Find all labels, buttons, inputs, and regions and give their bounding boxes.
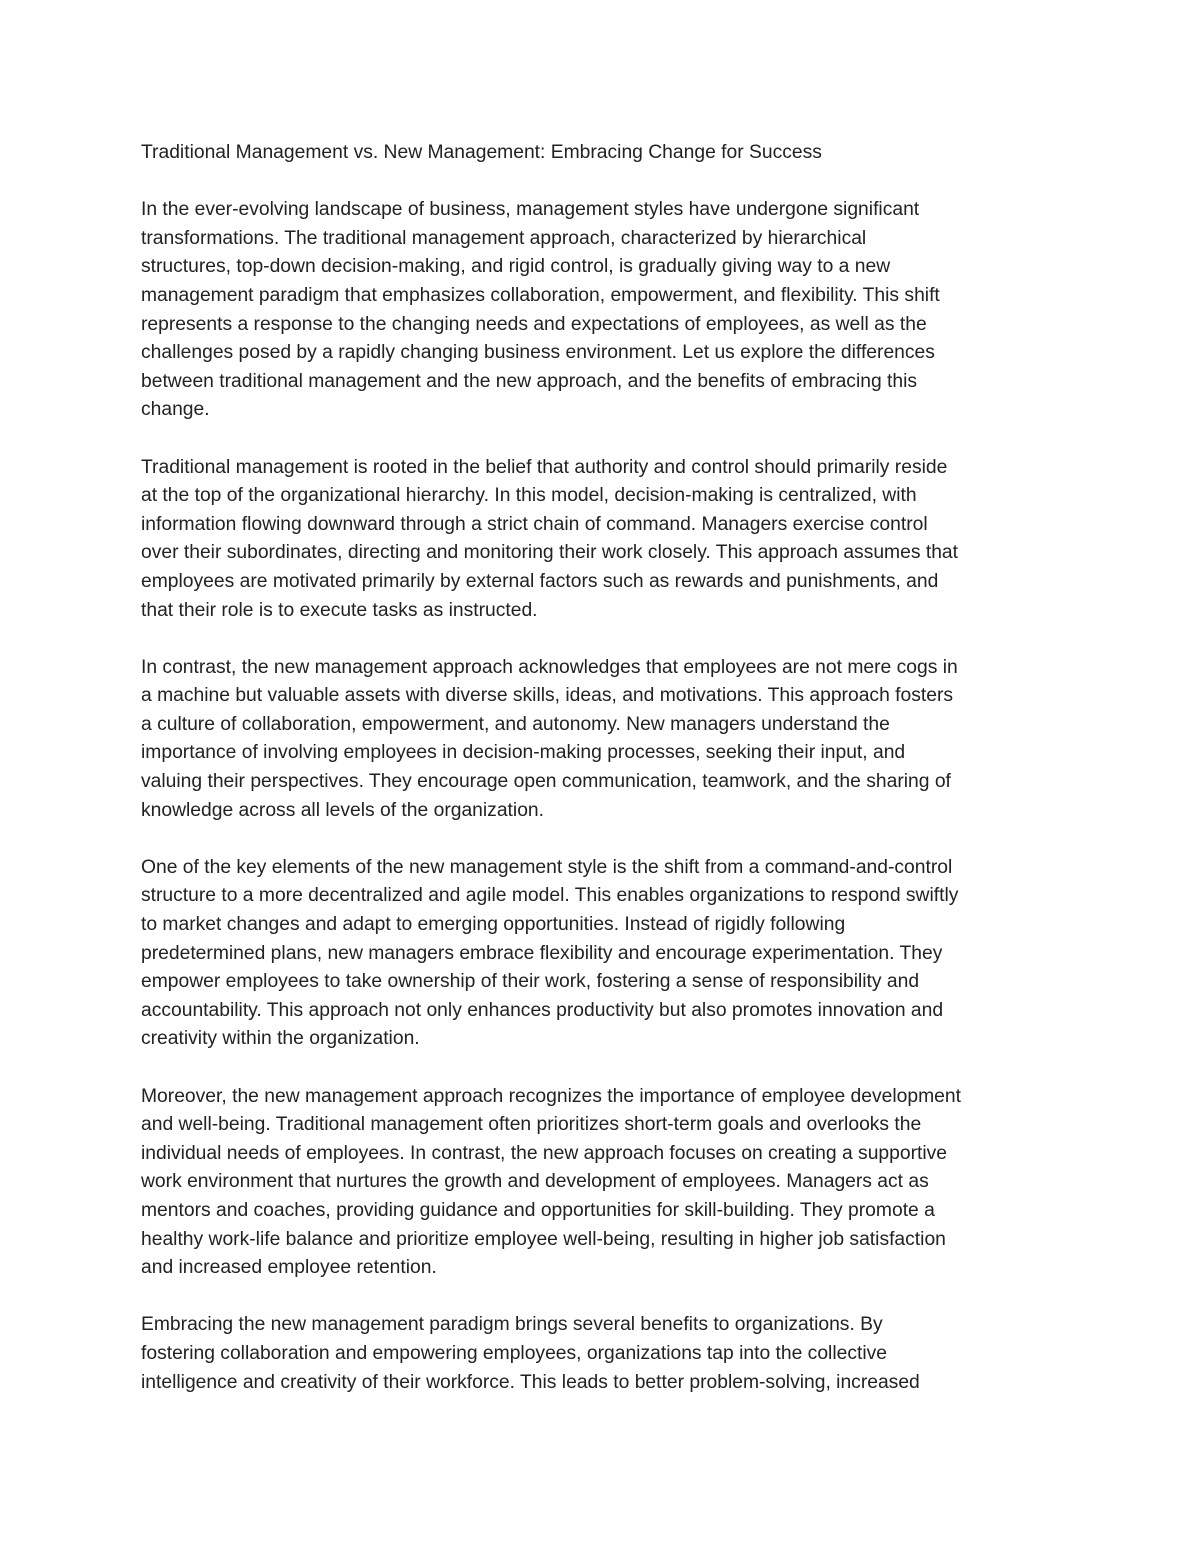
paragraph-5 (141, 1083, 1071, 1283)
paragraph-line: accountability. This approach not only enhances productivity but also promotes innovation and (141, 999, 944, 1021)
paragraph-line: represents a response to the changing needs and expectations of employees, as well as the (141, 313, 927, 335)
paragraph-line: intelligence and creativity of their workforce. This leads to better problem-solving, increased (141, 1371, 920, 1393)
paragraph-line: valuing their perspectives. They encourage open communication, teamwork, and the sharing of (141, 771, 951, 793)
paragraph-line: empower employees to take ownership of their work, fostering a sense of responsibility and (141, 971, 920, 993)
paragraph-line: importance of involving employees in decision-making processes, seeking their input, and (141, 742, 906, 764)
paragraph-line: One of the key elements of the new management style is the shift from a command-and-control (141, 856, 953, 878)
paragraph-6 (141, 1311, 1071, 1397)
paragraph-line: In contrast, the new management approach acknowledges that employees are not mere cogs in (141, 656, 958, 678)
document-title-text: Traditional Management vs. New Management: Embracing Change for Success (141, 142, 822, 163)
paragraph-line: challenges posed by a rapidly changing business environment. Let us explore the differences (141, 342, 935, 364)
document-title (141, 139, 1071, 168)
paragraph-line: and well-being. Traditional management often prioritizes short-term goals and overlooks the (141, 1114, 922, 1136)
paragraph-line: over their subordinates, directing and monitoring their work closely. This approach assumes that (141, 542, 959, 564)
paragraph-line: employees are motivated primarily by external factors such as rewards and punishments, and (141, 570, 939, 592)
paragraph-line: and increased employee retention. (141, 1257, 437, 1279)
paragraph-line: between traditional management and the new approach, and the benefits of embracing this (141, 370, 918, 392)
paragraph-line: structure to a more decentralized and agile model. This enables organizations to respond swiftly (141, 885, 959, 907)
paragraph-line: individual needs of employees. In contrast, the new approach focuses on creating a supportive (141, 1142, 948, 1164)
paragraph-line: information flowing downward through a strict chain of command. Managers exercise control (141, 513, 928, 535)
document-body (141, 139, 1071, 1426)
paragraph-line: predetermined plans, new managers embrace flexibility and encourage experimentation. They (141, 942, 943, 964)
paragraph-4 (141, 854, 1071, 1054)
paragraph-line: mentors and coaches, providing guidance and opportunities for skill-building. They promote a (141, 1199, 935, 1221)
paragraph-line: creativity within the organization. (141, 1028, 420, 1050)
paragraph-line: knowledge across all levels of the organization. (141, 799, 544, 821)
paragraph-line: healthy work-life balance and prioritize employee well-being, resulting in higher job satisfaction (141, 1228, 946, 1250)
paragraph-line: Moreover, the new management approach recognizes the importance of employee development (141, 1085, 961, 1107)
paragraph-2 (141, 454, 1071, 626)
paragraph-line: transformations. The traditional management approach, characterized by hierarchical (141, 227, 867, 249)
paragraph-line: In the ever-evolving landscape of business, management styles have undergone significant (141, 199, 920, 221)
paragraph-line: to market changes and adapt to emerging opportunities. Instead of rigidly following (141, 914, 846, 936)
paragraph-line: that their role is to execute tasks as instructed. (141, 599, 538, 621)
paragraph-line: change. (141, 399, 210, 421)
paragraph-line: at the top of the organizational hierarchy. In this model, decision-making is centralized, with (141, 485, 917, 507)
paragraph-line: Embracing the new management paradigm brings several benefits to organizations. By (141, 1314, 883, 1336)
paragraph-line: management paradigm that emphasizes collaboration, empowerment, and flexibility. This shift (141, 284, 940, 306)
paragraph-3 (141, 654, 1071, 826)
paragraph-line: structures, top-down decision-making, and rigid control, is gradually giving way to a new (141, 256, 891, 278)
paragraph-1 (141, 196, 1071, 425)
paragraph-line: a culture of collaboration, empowerment, and autonomy. New managers understand the (141, 713, 890, 735)
paragraph-line: fostering collaboration and empowering employees, organizations tap into the collective (141, 1342, 887, 1364)
paragraph-line: Traditional management is rooted in the belief that authority and control should primarily reside (141, 456, 948, 478)
paragraph-line: work environment that nurtures the growth and development of employees. Managers act as (141, 1171, 929, 1193)
paragraph-line: a machine but valuable assets with diverse skills, ideas, and motivations. This approach fosters (141, 685, 954, 707)
